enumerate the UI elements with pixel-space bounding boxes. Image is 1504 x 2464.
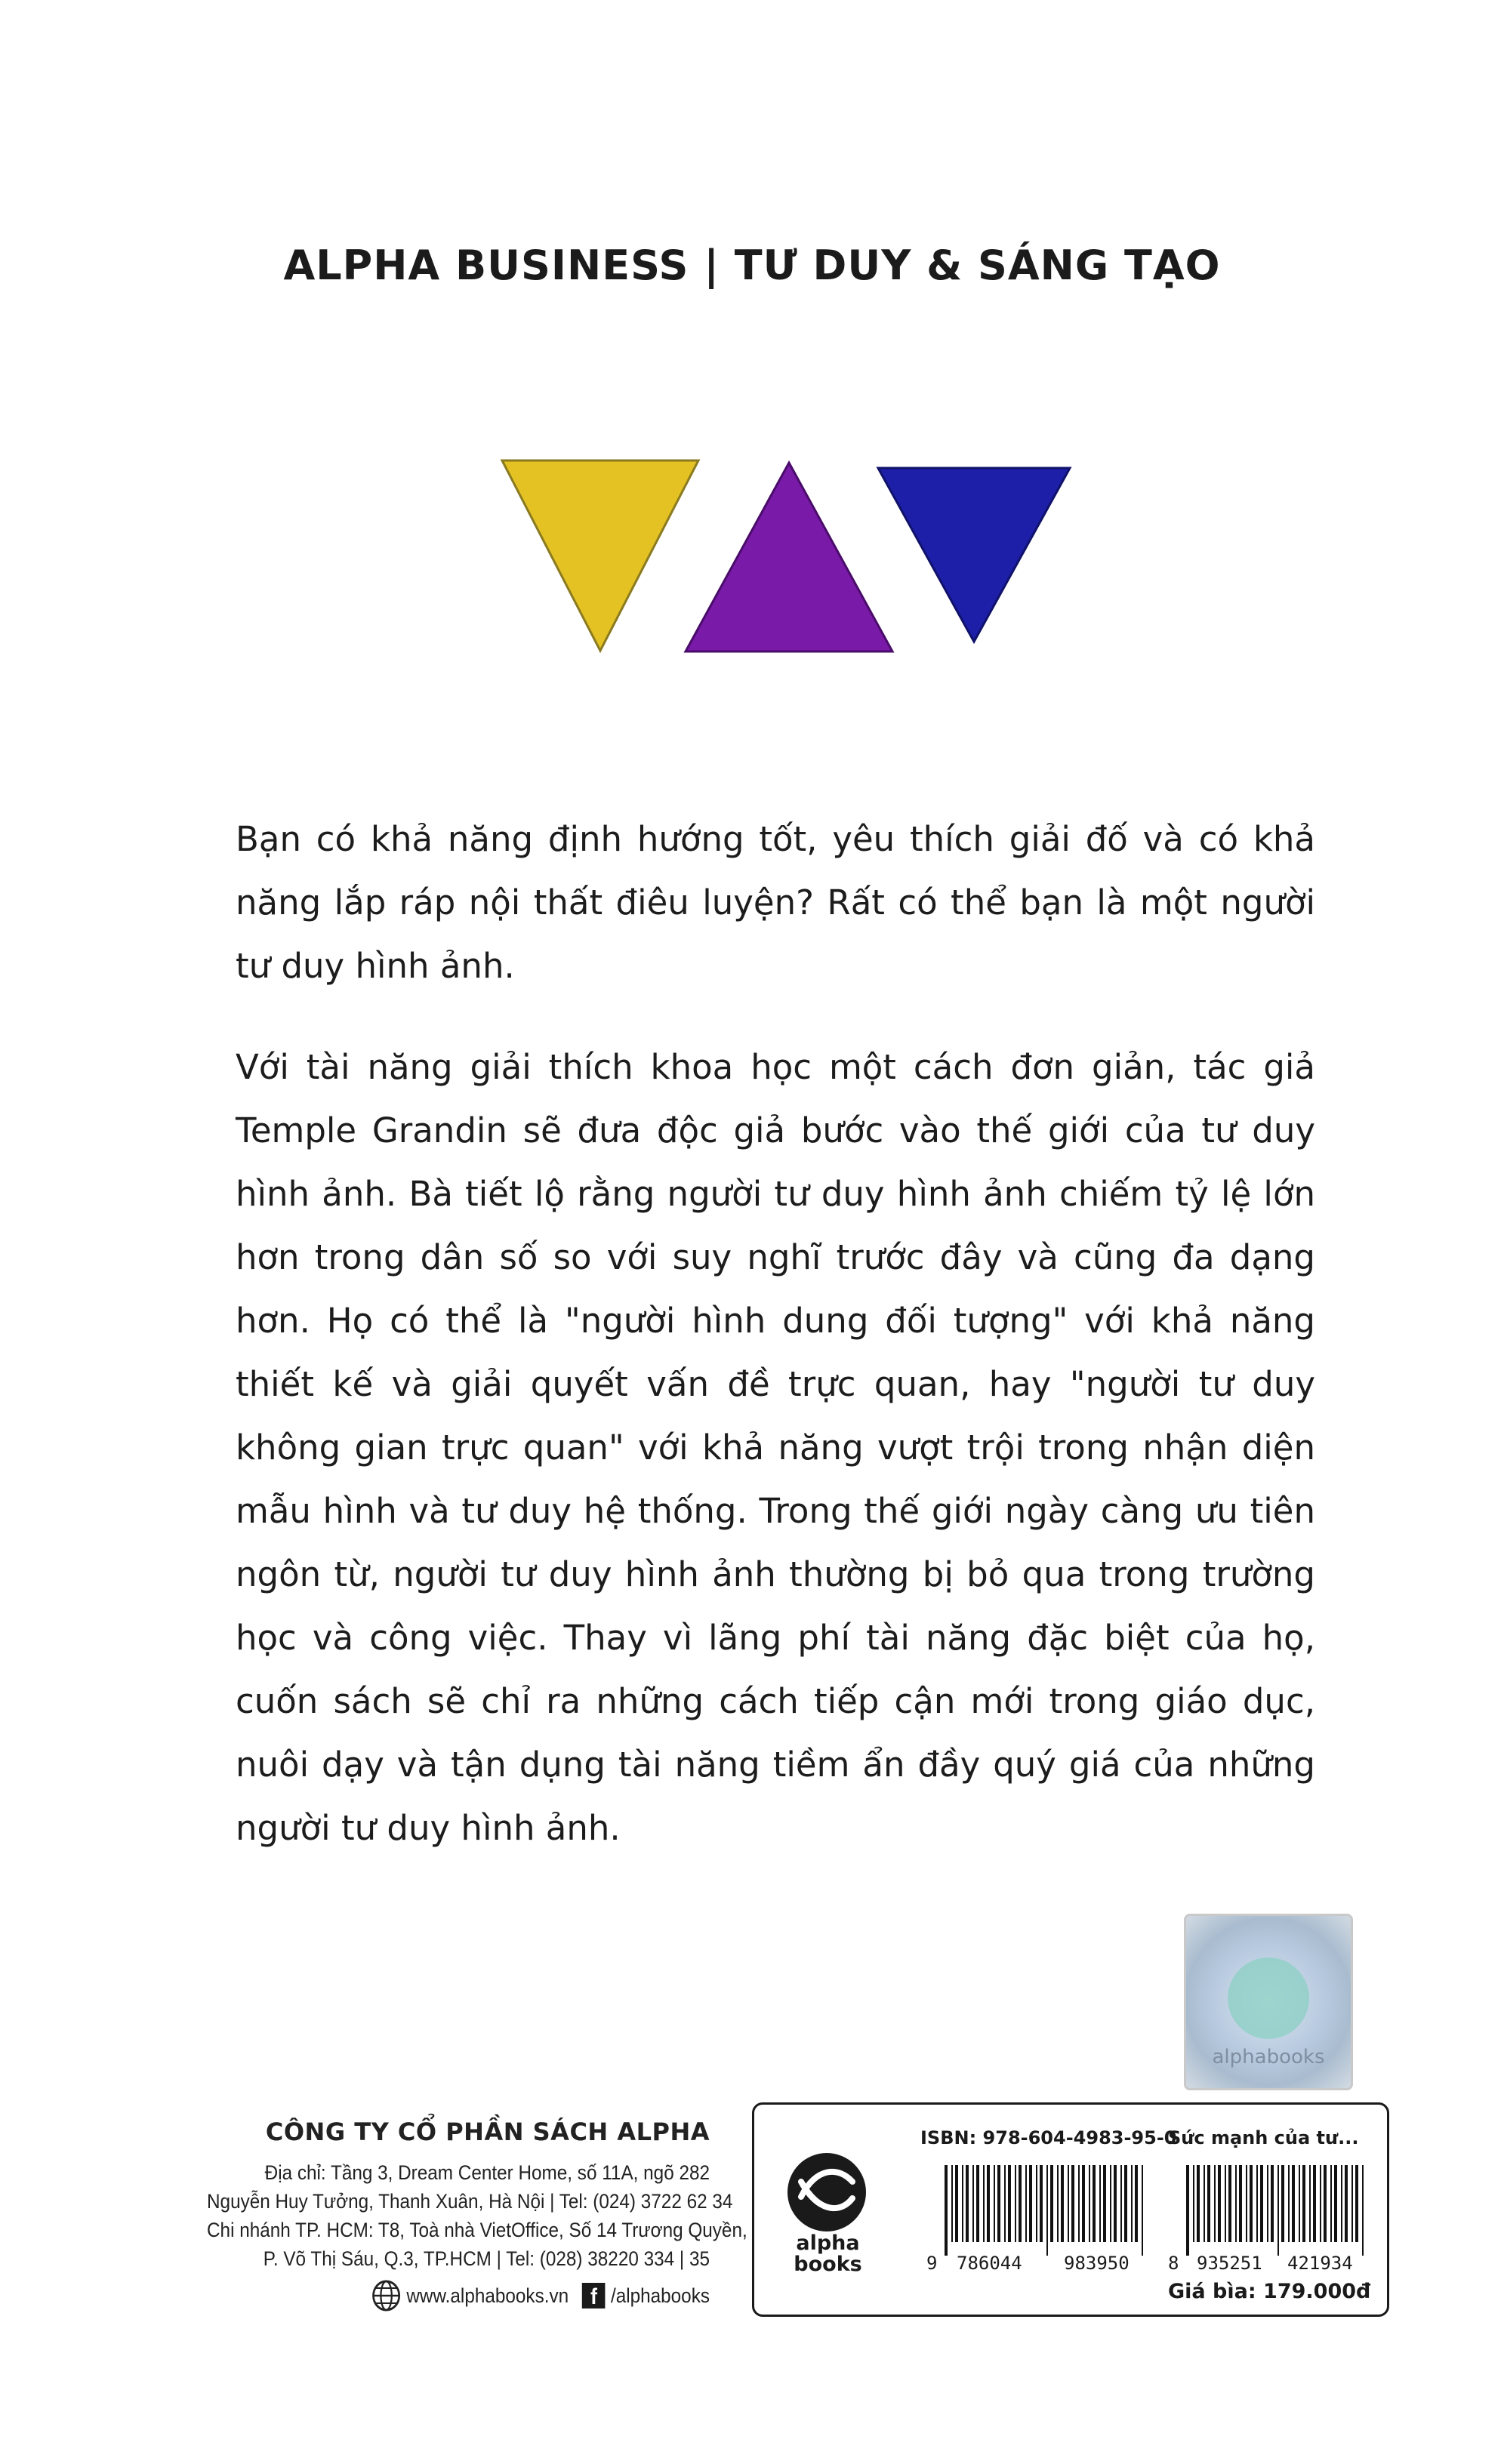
barcode-bar: [1256, 2165, 1258, 2242]
barcode-bar: [1142, 2165, 1143, 2256]
ean-digit-group: 421934: [1287, 2253, 1353, 2274]
ean-digit-lead: 8: [1168, 2253, 1179, 2274]
barcode-bar: [1250, 2165, 1253, 2242]
barcode-bar: [1124, 2165, 1127, 2242]
barcode-bar: [955, 2165, 958, 2242]
yellow-triangle: [495, 453, 706, 657]
barcode-bar: [1082, 2165, 1085, 2242]
isbn-digit-lead: 9: [926, 2253, 938, 2274]
isbn-digit-group: 786044: [957, 2253, 1022, 2274]
barcode-bar: [1214, 2165, 1216, 2242]
alphabooks-logo-icon: [1228, 1957, 1309, 2039]
barcode-bar: [987, 2165, 990, 2242]
barcode-bar: [962, 2165, 963, 2242]
barcode-bar: [1218, 2165, 1221, 2242]
purple-triangle: [680, 457, 898, 657]
barcode-bar: [1288, 2165, 1290, 2242]
barcode-bar: [1057, 2165, 1059, 2242]
barcode-bar: [1207, 2165, 1210, 2242]
barcode-bar: [1089, 2165, 1090, 2242]
barcode-bar: [1135, 2165, 1138, 2242]
isbn-digit-group: 983950: [1064, 2253, 1130, 2274]
barcode-bar: [976, 2165, 979, 2242]
brand-name: alpha books: [794, 2231, 862, 2276]
description: [236, 808, 1315, 1898]
paragraph-2: Với tài năng giải thích khoa học một cách đơn giản, tác giả Temple Grandin sẽ đưa độc giả bước vào thế giới của tư duy hình ảnh. Bà tiết lộ rằng người tư duy hình ảnh chiếm tỷ lệ lớn hơn trong dân số so với suy nghĩ trước đây và cũng đa dạng hơn. Họ có thể là "người hình dung đối tượng" với khả năng thiết kế và giải quyết vấn đề trực quan, hay "người tư duy không gian trực quan" với khả năng vượt trội trong nhận diện mẫu hình và tư duy hệ thống. Trong thế giới ngày càng ưu tiên ngôn từ, người tư duy hình ảnh thường bị bỏ qua trong trường học và công việc. Thay vì lãng phí tài năng đặc biệt của họ, cuốn sách sẽ chỉ ra những cách tiếp cận mới trong giáo dục, nuôi dạy và tận dụng tài năng tiềm ẩn đầy quý giá của những người tư duy hình ảnh.: [236, 1047, 1315, 1848]
barcode-bar: [1313, 2165, 1316, 2242]
series-title: ALPHA BUSINESS | TƯ DUY & SÁNG TẠO: [283, 242, 1221, 289]
barcode-bar: [1068, 2165, 1069, 2242]
price: Giá bìa: 179.000đ: [1168, 2280, 1371, 2303]
barcode-bar: [1362, 2165, 1364, 2256]
barcode-bar: [1015, 2165, 1016, 2242]
barcode-bar: [1292, 2165, 1295, 2242]
barcode-bar: [1046, 2165, 1048, 2256]
barcode-bar: [1324, 2165, 1327, 2242]
barcode-bar: [983, 2165, 985, 2242]
hologram-sticker: [1184, 1914, 1353, 2090]
barcode-bar: [1114, 2165, 1117, 2242]
isbn-barcode: [943, 2165, 1147, 2263]
barcode-bar: [1341, 2165, 1342, 2242]
barcode-bar: [1235, 2165, 1237, 2242]
barcode-bar: [1351, 2165, 1353, 2242]
barcode-bar: [1078, 2165, 1080, 2242]
barcode-bar: [994, 2165, 995, 2242]
sticker-text: alphabooks: [1212, 2046, 1325, 2068]
alpha-books-logo-icon: [786, 2151, 868, 2233]
barcode-bar: [1008, 2165, 1011, 2242]
barcode-bar: [972, 2165, 974, 2242]
barcode-bar: [1267, 2165, 1268, 2242]
barcode-bar: [1110, 2165, 1111, 2242]
website-link[interactable]: www.alphabooks.vn: [406, 2284, 569, 2307]
barcode-bar: [1093, 2165, 1096, 2242]
barcode-bar: [1225, 2165, 1226, 2242]
barcode-bar: [1193, 2165, 1194, 2242]
isbn-label: ISBN: 978-604-4983-95-0: [920, 2127, 1177, 2148]
barcode-bar: [1004, 2165, 1006, 2242]
address-line: Chi nhánh TP. HCM: T8, Toà nhà VietOffice, Số 14 Trương Quyền,: [207, 2219, 747, 2241]
barcode-bar: [1228, 2165, 1231, 2242]
barcode-bar: [1103, 2165, 1106, 2242]
ean-digit-group: 935251: [1197, 2253, 1262, 2274]
barcode-bar: [945, 2165, 948, 2256]
barcode-bar: [1309, 2165, 1311, 2242]
barcode-bar: [1299, 2165, 1300, 2242]
facebook-link[interactable]: /alphabooks: [610, 2284, 710, 2307]
book-title: Sức mạnh của tư...: [1168, 2127, 1359, 2148]
address-line: Nguyễn Huy Tưởng, Thanh Xuân, Hà Nội | Tel: (024) 3722 62 34: [207, 2190, 733, 2213]
barcode-bar: [951, 2165, 953, 2242]
barcode-bar: [1239, 2165, 1242, 2242]
address-line: P. Võ Thị Sáu, Q.3, TP.HCM | Tel: (028) 38220 334 | 35: [263, 2247, 710, 2270]
facebook-icon: f: [582, 2283, 606, 2308]
barcode-bar: [1355, 2165, 1358, 2242]
barcode-bar: [1334, 2165, 1337, 2242]
ean-barcode: [1185, 2165, 1366, 2263]
publisher-name: CÔNG TY CỔ PHẦN SÁCH ALPHA: [265, 2118, 710, 2146]
barcode-bar: [1071, 2165, 1074, 2242]
barcode-panel: [752, 2102, 1389, 2317]
blue-triangle: [872, 460, 1076, 649]
paragraph-1: Bạn có khả năng định hướng tốt, yêu thích giải đố và có khả năng lắp ráp nội thất điêu luyện? Rất có thể bạn là một người tư duy hình ảnh.: [236, 819, 1315, 986]
barcode-bar: [1271, 2165, 1274, 2242]
barcode-bar: [1277, 2165, 1279, 2256]
barcode-bar: [1246, 2165, 1247, 2242]
barcode-bar: [1099, 2165, 1101, 2242]
barcode-bar: [1036, 2165, 1037, 2242]
barcode-bar: [1186, 2165, 1189, 2256]
barcode-bar: [1320, 2165, 1321, 2242]
publisher-info: [151, 2118, 747, 2312]
barcode-bar: [1050, 2165, 1053, 2242]
barcode-bar: [1302, 2165, 1305, 2242]
globe-icon: [371, 2279, 402, 2312]
barcode-bar: [1204, 2165, 1205, 2242]
barcode-bar: [1281, 2165, 1284, 2242]
barcode-bar: [1025, 2165, 1027, 2242]
barcode-bar: [1040, 2165, 1043, 2242]
barcode-bar: [1061, 2165, 1064, 2242]
barcode-bar: [1029, 2165, 1032, 2242]
barcode-bar: [1019, 2165, 1022, 2242]
barcode-bar: [1330, 2165, 1332, 2242]
barcode-bar: [997, 2165, 1000, 2242]
barcode-bar: [1197, 2165, 1200, 2242]
address-line: Địa chỉ: Tầng 3, Dream Center Home, số 11A, ngõ 282: [264, 2161, 710, 2184]
barcode-bar: [1345, 2165, 1348, 2242]
barcode-bar: [1260, 2165, 1263, 2242]
barcode-bar: [966, 2165, 969, 2242]
barcode-bar: [1131, 2165, 1133, 2242]
barcode-bar: [1120, 2165, 1122, 2242]
